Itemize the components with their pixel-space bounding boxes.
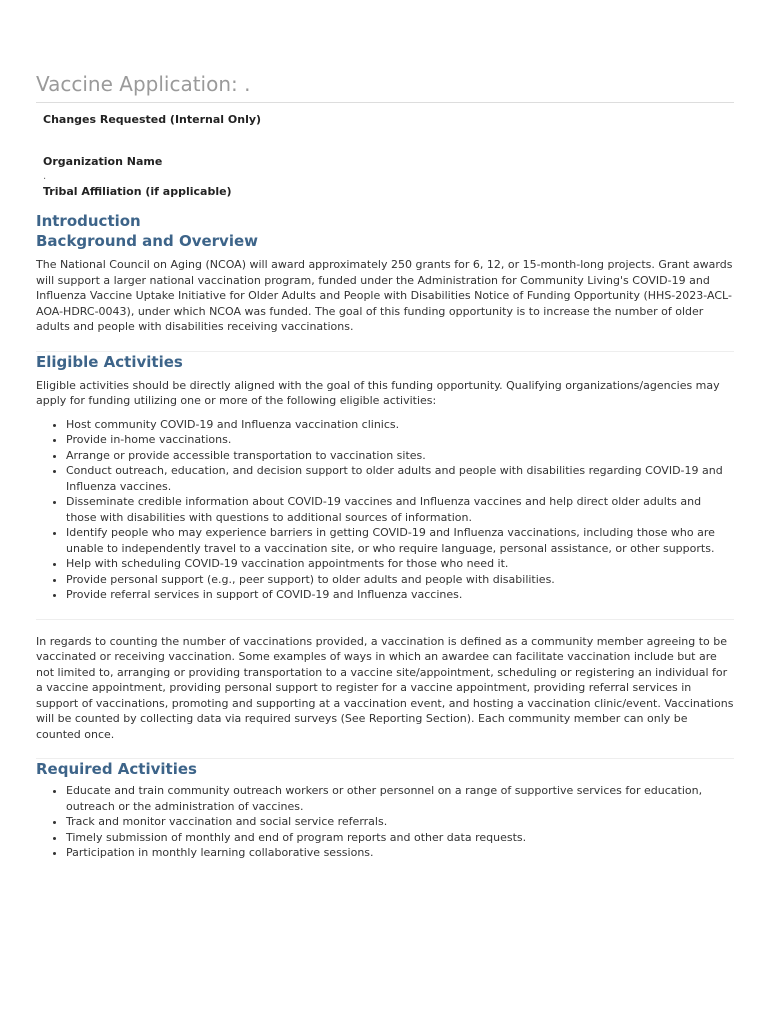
section-divider — [36, 619, 734, 620]
list-item: • Host community COVID-19 and Influenza vaccination clinics. — [66, 417, 734, 433]
list-item: • Conduct outreach, education, and decision support to older adults and people with disabilities regarding COVID-19 and Influenza vaccines. — [66, 463, 734, 494]
list-item: • Provide referral services in support of COVID-19 and Influenza vaccines. — [66, 587, 734, 603]
list-item: • Provide personal support (e.g., peer support) to older adults and people with disabilities. — [66, 572, 734, 588]
introduction-heading: Introduction — [36, 212, 141, 230]
list-item: • Arrange or provide accessible transportation to vaccination sites. — [66, 448, 734, 464]
tribal-affiliation-field — [36, 185, 734, 211]
vaccination-counting-text: In regards to counting the number of vaccinations provided, a vaccination is defined as a community member agreeing to be vaccinated or receiving vaccination. Some examples of ways in which an awardee can facilitate vaccination include but are not limited to, arranging or providing transportation to a vaccine site/appointment, scheduling or registering an individual for a vaccine appointment, providing personal support to register for a vaccine appointment, providing referral services in support of vaccinations, promoting and supporting at a vaccination event, and hosting a vaccination clinic/event. Vaccinations will be counted by collecting data via required surveys (See Reporting Section). Each community member can only be counted once. — [36, 634, 734, 741]
eligible-activities-heading: Eligible Activities — [36, 352, 183, 371]
changes-requested-value — [43, 127, 734, 155]
list-item: • Track and monitor vaccination and social service referrals. — [66, 814, 734, 830]
changes-requested-field — [36, 113, 734, 155]
required-activities-list — [36, 783, 734, 861]
page-title: Vaccine Application: . — [36, 72, 734, 103]
tribal-affiliation-label: Tribal Affiliation (if applicable) — [43, 185, 232, 198]
changes-requested-label: Changes Requested (Internal Only) — [43, 113, 262, 126]
application-page — [36, 72, 734, 861]
list-item: • Identify people who may experience barriers in getting COVID-19 and Influenza vaccinations, including those who are unable to independently travel to a vaccination site, or who require language, personal assistance, or other supports. — [66, 525, 734, 556]
list-item: • Educate and train community outreach workers or other personnel on a range of supportive services for education, outreach or the administration of vaccines. — [66, 783, 734, 814]
list-item: • Participation in monthly learning collaborative sessions. — [66, 845, 734, 861]
list-item: • Help with scheduling COVID-19 vaccination appointments for those who need it. — [66, 556, 734, 572]
organization-name-label: Organization Name — [43, 155, 163, 168]
tribal-affiliation-value — [43, 199, 734, 211]
organization-name-value: . — [43, 171, 47, 182]
list-item: • Timely submission of monthly and end of program reports and other data requests. — [66, 830, 734, 846]
eligible-intro-text: Eligible activities should be directly aligned with the goal of this funding opportunity. Qualifying organizations/agencies may apply for funding utilizing one or more of the following eligible activities: — [36, 378, 720, 407]
background-text: The National Council on Aging (NCOA) will award approximately 250 grants for 6, 12, or 15-month-long projects. Grant awards will support a larger national vaccination program, funded under the Administration for Community Living's COVID-19 and Influenza Vaccine Uptake Initiative for Older Adults and People with Disabilities Notice of Funding Opportunity (HHS-2023-ACL-AOA-HDRC-0043), under which NCOA was funded. The goal of this funding opportunity is to increase the number of older adults and people with disabilities receiving vaccinations. — [36, 258, 733, 333]
list-item: • Provide in-home vaccinations. — [66, 432, 734, 448]
background-heading: Background and Overview — [36, 232, 258, 250]
list-item: • Disseminate credible information about COVID-19 vaccines and Influenza vaccines and help direct older adults and those with disabilities with questions to additional sources of information. — [66, 494, 734, 525]
required-activities-heading: Required Activities — [36, 760, 197, 778]
eligible-activities-list — [36, 417, 734, 603]
organization-name-field — [36, 155, 734, 185]
